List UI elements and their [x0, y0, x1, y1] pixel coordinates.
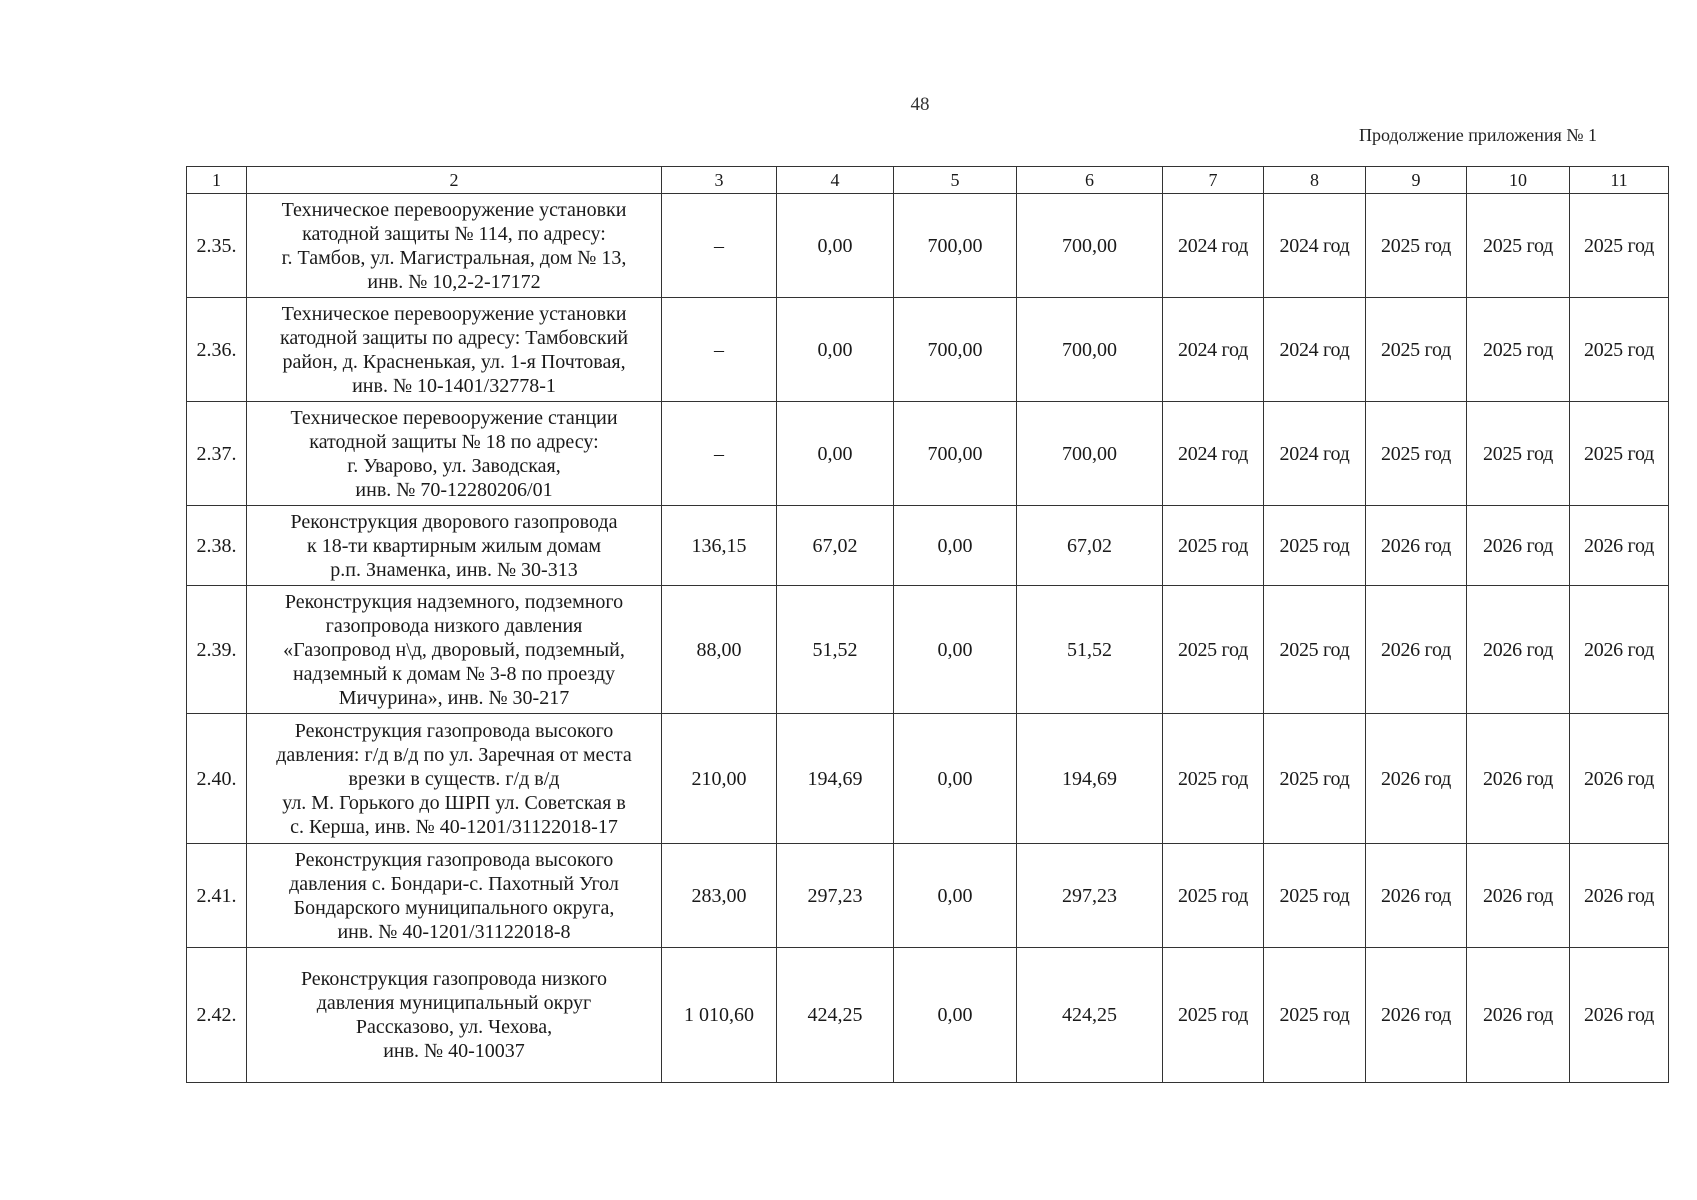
header-cell: 10 [1467, 167, 1570, 194]
page-number: 48 [910, 94, 930, 115]
row-number: 2.41. [187, 844, 247, 948]
cell-col7: 2025 год [1163, 844, 1264, 948]
table-row [187, 506, 1669, 586]
cell-col11: 2026 год [1570, 948, 1669, 1083]
cell-col6: 67,02 [1017, 506, 1163, 586]
cell-col5: 700,00 [894, 298, 1017, 402]
cell-col8: 2025 год [1264, 844, 1366, 948]
cell-col9: 2025 год [1366, 298, 1467, 402]
row-number: 2.36. [187, 298, 247, 402]
cell-col3: – [662, 402, 777, 506]
cell-col4: 67,02 [777, 506, 894, 586]
cell-col10: 2026 год [1467, 948, 1570, 1083]
cell-col3: – [662, 194, 777, 298]
cell-col10: 2026 год [1467, 714, 1570, 844]
cell-col8: 2025 год [1264, 714, 1366, 844]
row-number: 2.42. [187, 948, 247, 1083]
cell-col3: 1 010,60 [662, 948, 777, 1083]
cell-col9: 2026 год [1366, 586, 1467, 714]
cell-col3: – [662, 298, 777, 402]
cell-col3: 283,00 [662, 844, 777, 948]
table-row [187, 194, 1669, 298]
table-row [187, 586, 1669, 714]
cell-col11: 2026 год [1570, 586, 1669, 714]
row-number: 2.38. [187, 506, 247, 586]
cell-col6: 700,00 [1017, 194, 1163, 298]
cell-col8: 2025 год [1264, 948, 1366, 1083]
cell-col10: 2026 год [1467, 844, 1570, 948]
row-number: 2.39. [187, 586, 247, 714]
cell-col4: 51,52 [777, 586, 894, 714]
cell-col4: 0,00 [777, 194, 894, 298]
object-description: Техническое перевооружение станции катодной защиты № 18 по адресу: г. Уварово, ул. Заводская, инв. № 70-12280206/01 [247, 402, 662, 506]
header-cell: 3 [662, 167, 777, 194]
investment-table [186, 166, 1669, 1083]
cell-col4: 194,69 [777, 714, 894, 844]
object-description: Реконструкция газопровода низкого давления муниципальный округ Рассказово, ул. Чехова, инв. № 40-10037 [247, 948, 662, 1083]
table-row [187, 948, 1669, 1083]
cell-col11: 2026 год [1570, 506, 1669, 586]
cell-col7: 2025 год [1163, 506, 1264, 586]
cell-col11: 2025 год [1570, 402, 1669, 506]
cell-col8: 2024 год [1264, 194, 1366, 298]
cell-col8: 2024 год [1264, 298, 1366, 402]
cell-col5: 700,00 [894, 402, 1017, 506]
cell-col4: 297,23 [777, 844, 894, 948]
header-cell: 6 [1017, 167, 1163, 194]
table-row [187, 298, 1669, 402]
cell-col8: 2024 год [1264, 402, 1366, 506]
table-row [187, 714, 1669, 844]
cell-col9: 2026 год [1366, 948, 1467, 1083]
cell-col3: 210,00 [662, 714, 777, 844]
cell-col8: 2025 год [1264, 506, 1366, 586]
cell-col11: 2026 год [1570, 714, 1669, 844]
cell-col8: 2025 год [1264, 586, 1366, 714]
object-description: Реконструкция газопровода высокого давления с. Бондари-с. Пахотный Угол Бондарского муниципального округа, инв. № 40-1201/31122018-8 [247, 844, 662, 948]
cell-col10: 2025 год [1467, 402, 1570, 506]
cell-col6: 51,52 [1017, 586, 1163, 714]
header-cell: 5 [894, 167, 1017, 194]
cell-col4: 0,00 [777, 298, 894, 402]
table-body [187, 167, 1669, 1083]
header-cell: 2 [247, 167, 662, 194]
cell-col9: 2026 год [1366, 714, 1467, 844]
row-number: 2.40. [187, 714, 247, 844]
cell-col7: 2024 год [1163, 402, 1264, 506]
cell-col3: 88,00 [662, 586, 777, 714]
cell-col7: 2024 год [1163, 298, 1264, 402]
cell-col6: 700,00 [1017, 298, 1163, 402]
cell-col9: 2025 год [1366, 194, 1467, 298]
cell-col11: 2025 год [1570, 298, 1669, 402]
cell-col10: 2025 год [1467, 298, 1570, 402]
table-row [187, 844, 1669, 948]
object-description: Техническое перевооружение установки катодной защиты по адресу: Тамбовский район, д. Красненькая, ул. 1-я Почтовая, инв. № 10-1401/32778-1 [247, 298, 662, 402]
object-description: Реконструкция дворового газопровода к 18-ти квартирным жилым домам р.п. Знаменка, инв. № 30-313 [247, 506, 662, 586]
cell-col7: 2025 год [1163, 714, 1264, 844]
header-cell: 9 [1366, 167, 1467, 194]
header-cell: 11 [1570, 167, 1669, 194]
cell-col7: 2025 год [1163, 948, 1264, 1083]
cell-col5: 0,00 [894, 714, 1017, 844]
header-row [187, 167, 1669, 194]
cell-col7: 2024 год [1163, 194, 1264, 298]
row-number: 2.37. [187, 402, 247, 506]
header-cell: 7 [1163, 167, 1264, 194]
cell-col10: 2025 год [1467, 194, 1570, 298]
object-description: Техническое перевооружение установки катодной защиты № 114, по адресу: г. Тамбов, ул. Магистральная, дом № 13, инв. № 10,2-2-17172 [247, 194, 662, 298]
cell-col5: 0,00 [894, 506, 1017, 586]
cell-col3: 136,15 [662, 506, 777, 586]
cell-col10: 2026 год [1467, 586, 1570, 714]
cell-col9: 2026 год [1366, 506, 1467, 586]
cell-col6: 194,69 [1017, 714, 1163, 844]
cell-col4: 0,00 [777, 402, 894, 506]
cell-col7: 2025 год [1163, 586, 1264, 714]
header-cell: 1 [187, 167, 247, 194]
cell-col5: 0,00 [894, 844, 1017, 948]
cell-col6: 297,23 [1017, 844, 1163, 948]
cell-col11: 2026 год [1570, 844, 1669, 948]
object-description: Реконструкция газопровода высокого давления: г/д в/д по ул. Заречная от места врезки в существ. г/д в/д ул. М. Горького до ШРП ул. Советская в с. Керша, инв. № 40-1201/31122018-17 [247, 714, 662, 844]
cell-col11: 2025 год [1570, 194, 1669, 298]
cell-col5: 0,00 [894, 586, 1017, 714]
cell-col5: 0,00 [894, 948, 1017, 1083]
appendix-caption: Продолжение приложения № 1 [1358, 125, 1597, 145]
header-cell: 8 [1264, 167, 1366, 194]
cell-col10: 2026 год [1467, 506, 1570, 586]
cell-col6: 424,25 [1017, 948, 1163, 1083]
cell-col5: 700,00 [894, 194, 1017, 298]
header-cell: 4 [777, 167, 894, 194]
row-number: 2.35. [187, 194, 247, 298]
cell-col6: 700,00 [1017, 402, 1163, 506]
object-description: Реконструкция надземного, подземного газопровода низкого давления «Газопровод н\д, дворовый, подземный, надземный к домам № 3-8 по проезду Мичурина», инв. № 30-217 [247, 586, 662, 714]
cell-col9: 2025 год [1366, 402, 1467, 506]
table-row [187, 402, 1669, 506]
cell-col9: 2026 год [1366, 844, 1467, 948]
cell-col4: 424,25 [777, 948, 894, 1083]
